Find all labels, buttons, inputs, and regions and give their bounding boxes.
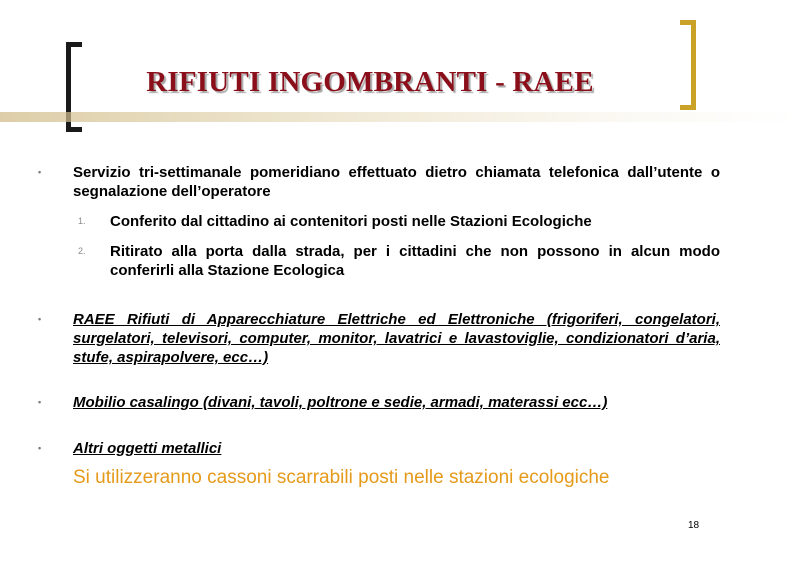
sub-item-1 [38, 212, 720, 231]
slide-title: RIFIUTI INGOMBRANTI - RAEE [146, 66, 594, 98]
sub-item-text: Conferito dal cittadino ai contenitori posti nelle Stazioni Ecologiche [110, 213, 592, 230]
bullet-icon: • [38, 314, 42, 324]
list-item-metal [38, 439, 720, 458]
sub-item-number: 2. [78, 246, 86, 256]
sub-item-text: Ritirato alla porta dalla strada, per i cittadini che non possono in alcun modo conferirli alla Stazione Ecologica [110, 243, 720, 279]
title-underline-band [0, 112, 800, 122]
note-text: Si utilizzeranno cassoni scarrabili posti nelle stazioni ecologiche [73, 467, 610, 488]
list-item-raee [38, 310, 720, 367]
bullet-icon: • [38, 397, 42, 407]
sub-item-number: 1. [78, 216, 86, 226]
list-item-service [38, 163, 720, 201]
bullet-icon: • [38, 443, 42, 453]
list-item-text: Servizio tri-settimanale pomeridiano effettuato dietro chiamata telefonica dall’utente o segnalazione dell’operatore [73, 164, 720, 200]
list-item-text: RAEE Rifiuti di Apparecchiature Elettriche ed Elettroniche (frigoriferi, congelatori, surgelatori, televisori, computer, monitor, lavatrici e lavastoviglie, condizionatori d’aria, stufe, aspirapolvere, ecc…) [73, 311, 720, 366]
list-item-furniture [38, 393, 720, 412]
sub-item-2 [38, 242, 720, 280]
list-item-text: Mobilio casalingo (divani, tavoli, poltrone e sedie, armadi, materassi ecc…) [73, 394, 608, 411]
bullet-icon: • [38, 167, 42, 177]
page-number: 18 [688, 520, 700, 531]
list-item-text: Altri oggetti metallici [73, 440, 222, 457]
slide-content [38, 163, 720, 489]
